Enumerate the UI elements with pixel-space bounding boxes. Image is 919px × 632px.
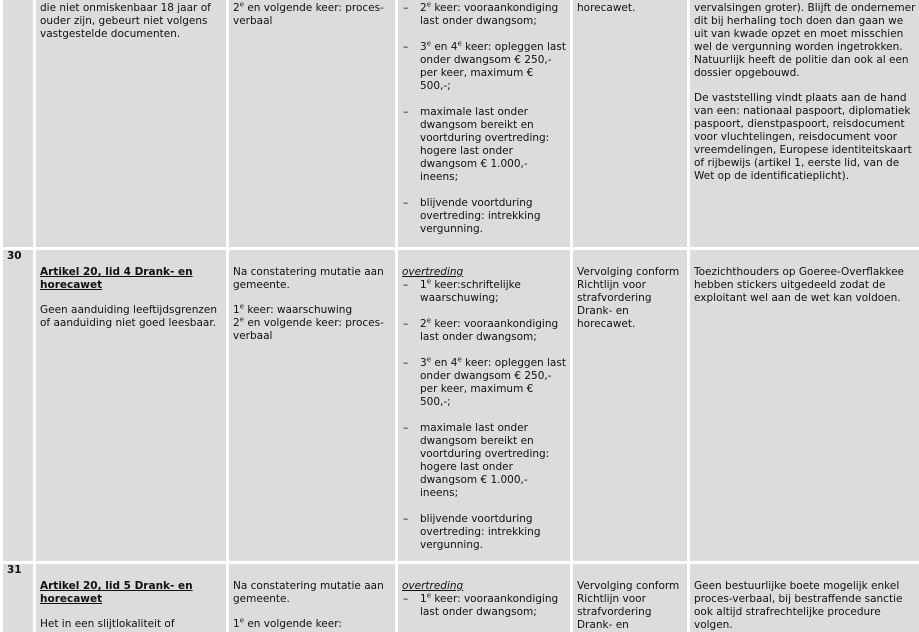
administrative-cell [398, 250, 570, 561]
remarks-paragraph: Toezichthouders op Goeree-Overflakkee hebben stickers uitgedeeld zodat de exploitant wel aan de wet kan voldoen. [694, 266, 905, 304]
table-row [3, 250, 919, 561]
sanction-heading: overtreding [402, 266, 464, 278]
list-item: – maximale last onder dwangsom bereikt en voortduring overtreding: hogere last onder dwangsom € 1.000,- ineens; [402, 422, 566, 500]
list-item: – maximale last onder dwangsom bereikt en voortduring overtreding: hogere last onder dwangsom € 1.000,- ineens; [402, 106, 566, 184]
violation-cell [36, 250, 226, 561]
prosecution-cell [573, 0, 687, 247]
article-reference: Artikel 20, lid 4 Drank- en horecawet [40, 266, 193, 291]
criminal-intro: Na constatering mutatie aan gemeente. [233, 580, 384, 605]
administrative-cell [398, 564, 570, 632]
sanction-heading: overtreding [402, 580, 464, 592]
violation-text: die niet onmiskenbaar 18 jaar of ouder zijn, gebeurt niet volgens vastgestelde documenten. [40, 2, 211, 40]
prosecution-cell [573, 564, 687, 632]
prosecution-cell [573, 250, 687, 561]
remarks-paragraph: vervalsingen groter). Blijft de ondernemer dit bij herhaling toch doen dan gaan we uit van kwade opzet en moet misschien wel de vergunning worden ingetrokken. Natuurlijk heeft de politie dan ook al een dossier opgebouwd. [694, 2, 916, 79]
criminal-step: 1e keer: waarschuwing [233, 302, 353, 316]
prosecution-text: Vervolging conform Richtlijn voor strafvordering Drank- en [577, 580, 680, 631]
administrative-cell [398, 0, 570, 247]
sanction-list [402, 279, 566, 552]
remarks-cell [690, 0, 919, 247]
remarks-paragraph: Geen bestuurlijke boete mogelijk enkel proces-verbaal, bij bestraffende sanctie ook altijd strafrechtelijke procedure volgen. [694, 580, 903, 631]
criminal-step: 2e en volgende keer: proces-verbaal [233, 315, 384, 342]
criminal-cell [229, 564, 395, 632]
list-item: – 3e en 4e keer: opleggen last onder dwangsom € 250,- per keer, maximum € 500,-; [402, 357, 566, 409]
prosecution-text: horecawet. [577, 2, 636, 14]
remarks-paragraph: De vaststelling vindt plaats aan de hand van een: nationaal paspoort, diplomatiek paspoort, dienstpaspoort, reisdocument voor vluchtelingen, reisdocument voor vreemdelingen, Europese identiteitskaart of rijbewijs (artikel 1, eerste lid, van de Wet op de identificatieplicht). [694, 92, 912, 182]
sanction-list [402, 593, 566, 619]
list-item: – 3e en 4e keer: opleggen last onder dwangsom € 250,- per keer, maximum € 500,-; [402, 41, 566, 93]
criminal-step: 2e en volgende keer: proces-verbaal [233, 0, 384, 27]
row-number: 31 [3, 564, 33, 632]
prosecution-text: Vervolging conform Richtlijn voor strafvordering Drank- en horecawet. [577, 266, 680, 330]
table-row [3, 564, 919, 632]
list-item: – 1e keer:schriftelijke waarschuwing; [402, 279, 566, 305]
table-row [3, 0, 919, 247]
criminal-cell [229, 250, 395, 561]
remarks-cell [690, 564, 919, 632]
violation-text: Het in een slijtlokaliteit of [40, 618, 175, 630]
sanction-list [402, 2, 566, 236]
violation-cell [36, 564, 226, 632]
remarks-cell [690, 250, 919, 561]
criminal-cell [229, 0, 395, 247]
list-item: – 2e keer: vooraankondiging last onder dwangsom; [402, 318, 566, 344]
list-item: – 1e keer: vooraankondiging last onder dwangsom; [402, 593, 566, 619]
criminal-step: 1e en volgende keer: [233, 616, 342, 630]
list-item: – blijvende voortduring overtreding: intrekking vergunning. [402, 197, 566, 236]
list-item: – blijvende voortduring overtreding: intrekking vergunning. [402, 513, 566, 552]
article-reference: Artikel 20, lid 5 Drank- en horecawet [40, 580, 193, 605]
row-number: 30 [3, 250, 33, 561]
violation-text: Geen aanduiding leeftijdsgrenzen of aanduiding niet goed leesbaar. [40, 304, 217, 329]
row-number-cell [3, 0, 33, 247]
list-item: – 2e keer: vooraankondiging last onder dwangsom; [402, 2, 566, 28]
criminal-intro: Na constatering mutatie aan gemeente. [233, 266, 384, 291]
violation-cell [36, 0, 226, 247]
